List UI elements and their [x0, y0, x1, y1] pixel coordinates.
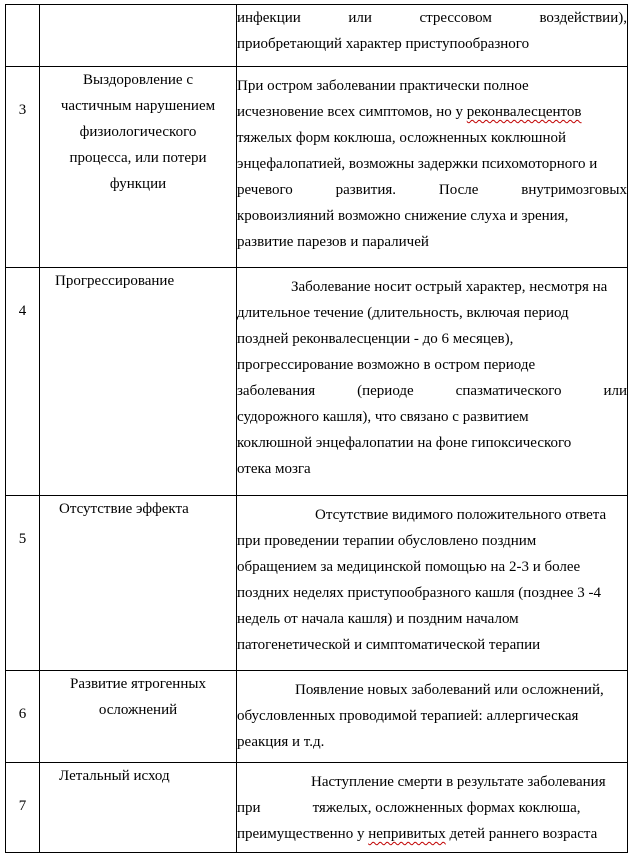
- text-line: тяжелых форм коклюша, осложненных коклюшной: [237, 130, 567, 146]
- text-line: энцефалопатией, возможны задержки психомоторного и: [237, 156, 598, 172]
- text-line: реакция и т.д.: [237, 734, 325, 750]
- text-line: длительное течение (длительность, включая период: [237, 305, 569, 321]
- text-line: патогенетической и симптоматической терапии: [237, 637, 541, 653]
- row-number: 7: [6, 763, 40, 853]
- text-line: приобретающий характер приступообразного: [237, 36, 530, 52]
- outcome-description: [237, 763, 628, 853]
- text-line: Наступление смерти в результате заболевания: [311, 774, 606, 790]
- table-row: [6, 67, 628, 268]
- row-number: 6: [6, 671, 40, 763]
- table-row: [6, 268, 628, 496]
- text-line: при тяжелых, осложненных формах коклюша,: [237, 800, 581, 816]
- outcome-name: Отсутствие эффекта: [40, 496, 237, 671]
- outcome-description: [237, 496, 628, 671]
- table-row: [6, 671, 628, 763]
- text-line: исчезновение всех симптомов, но у реконвалесцентов: [237, 104, 582, 120]
- text-line: поздних неделях приступообразного кашля (позднее 3 -4: [237, 585, 601, 601]
- text-line: преимущественно у непривитых детей раннего возраста: [237, 826, 598, 842]
- text-line: Заболевание носит острый характер, несмотря на: [291, 279, 608, 295]
- text-line: речевого развития. После внутримозговых: [237, 182, 627, 198]
- outcome-name: Летальный исход: [40, 763, 237, 853]
- text-line: при проведении терапии обусловлено поздним: [237, 533, 537, 549]
- outcome-name: Прогрессирование: [40, 268, 237, 496]
- text-line: обусловленных проводимой терапией: аллергическая: [237, 708, 579, 724]
- row-number: 4: [6, 268, 40, 496]
- text-line: обращением за медицинской помощью на 2-3 и более: [237, 559, 581, 575]
- outcome-description: [237, 268, 628, 496]
- text-line: коклюшной энцефалопатии на фоне гипоксического: [237, 435, 572, 451]
- outcome-description: [237, 67, 628, 268]
- text-line: кровоизлияний возможно снижение слуха и зрения,: [237, 208, 569, 224]
- text-line: инфекции или стрессовом воздействии),: [237, 10, 627, 26]
- table-row: [6, 5, 628, 67]
- outcome-name: Развитие ятрогенных осложнений: [40, 671, 237, 763]
- text-line: отека мозга: [237, 461, 311, 477]
- text-line: судорожного кашля), что связано с развитием: [237, 409, 529, 425]
- text-line: недель от начала кашля) и поздним началом: [237, 611, 519, 627]
- table-row: [6, 496, 628, 671]
- outcome-description: [237, 671, 628, 763]
- table-row: [6, 763, 628, 853]
- text-line: Появление новых заболеваний или осложнений,: [295, 682, 604, 698]
- outcome-description: [237, 5, 628, 67]
- row-number: [6, 5, 40, 67]
- text-line: прогрессирование возможно в остром периоде: [237, 357, 536, 373]
- text-line: При остром заболевании практически полное: [237, 78, 529, 94]
- text-line: Отсутствие видимого положительного ответа: [315, 507, 607, 523]
- text-line: развитие парезов и параличей: [237, 234, 429, 250]
- spellcheck-word: реконвалесцентов: [466, 104, 582, 120]
- row-number: 3: [6, 67, 40, 268]
- row-number: 5: [6, 496, 40, 671]
- spellcheck-word: непривитых: [368, 826, 446, 842]
- text-line: заболевания (периоде спазматического или: [237, 383, 627, 399]
- text-line: поздней реконвалесценции - до 6 месяцев),: [237, 331, 514, 347]
- outcome-name: Выздоровление с частичным нарушением физиологического процесса, или потери функции: [40, 67, 237, 268]
- outcomes-table: [5, 4, 628, 853]
- outcome-name: [40, 5, 237, 67]
